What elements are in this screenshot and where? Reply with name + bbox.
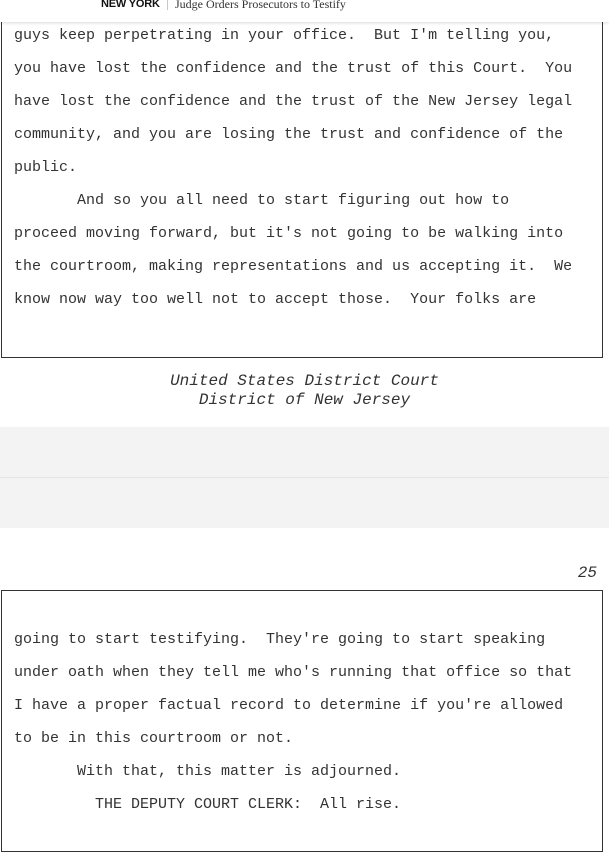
transcript-line: public.	[14, 159, 78, 176]
article-headline: Judge Orders Prosecutors to Testify	[175, 0, 346, 11]
transcript-line: under oath when they tell me who's running that office so that	[14, 664, 573, 681]
section-label[interactable]: NEW YORK	[101, 0, 160, 10]
page-separator	[0, 478, 609, 528]
transcript-line: going to start testifying. They're going to start speaking	[14, 631, 546, 648]
transcript-line: guys keep perpetrating in your office. But I'm telling you,	[14, 27, 555, 44]
court-name: United States District Court	[170, 372, 439, 390]
transcript-line: the courtroom, making representations and us accepting it. We	[14, 258, 573, 275]
transcript-line: With that, this matter is adjourned.	[14, 763, 402, 780]
transcript-line: community, and you are losing the trust and confidence of the	[14, 126, 564, 143]
transcript-line: I have a proper factual record to determine if you're allowed	[14, 697, 564, 714]
page-number: 25	[577, 564, 597, 582]
transcript-line: to be in this courtroom or not.	[14, 730, 294, 747]
header-divider	[167, 0, 168, 10]
page-separator	[0, 427, 609, 478]
transcript-line: proceed moving forward, but it's not going to be walking into	[14, 225, 564, 242]
court-district: District of New Jersey	[198, 391, 411, 409]
transcript-line: THE DEPUTY COURT CLERK: All rise.	[14, 796, 402, 813]
transcript-line: know now way too well not to accept those. Your folks are	[14, 291, 537, 308]
article-header-bar	[0, 0, 609, 22]
transcript-line: have lost the confidence and the trust of the New Jersey legal	[14, 93, 573, 110]
transcript-line: And so you all need to start figuring out how to	[14, 192, 510, 209]
transcript-line: you have lost the confidence and the trust of this Court. You	[14, 60, 573, 77]
transcript-page-24	[1, 0, 603, 358]
transcript-page-25	[1, 590, 603, 852]
